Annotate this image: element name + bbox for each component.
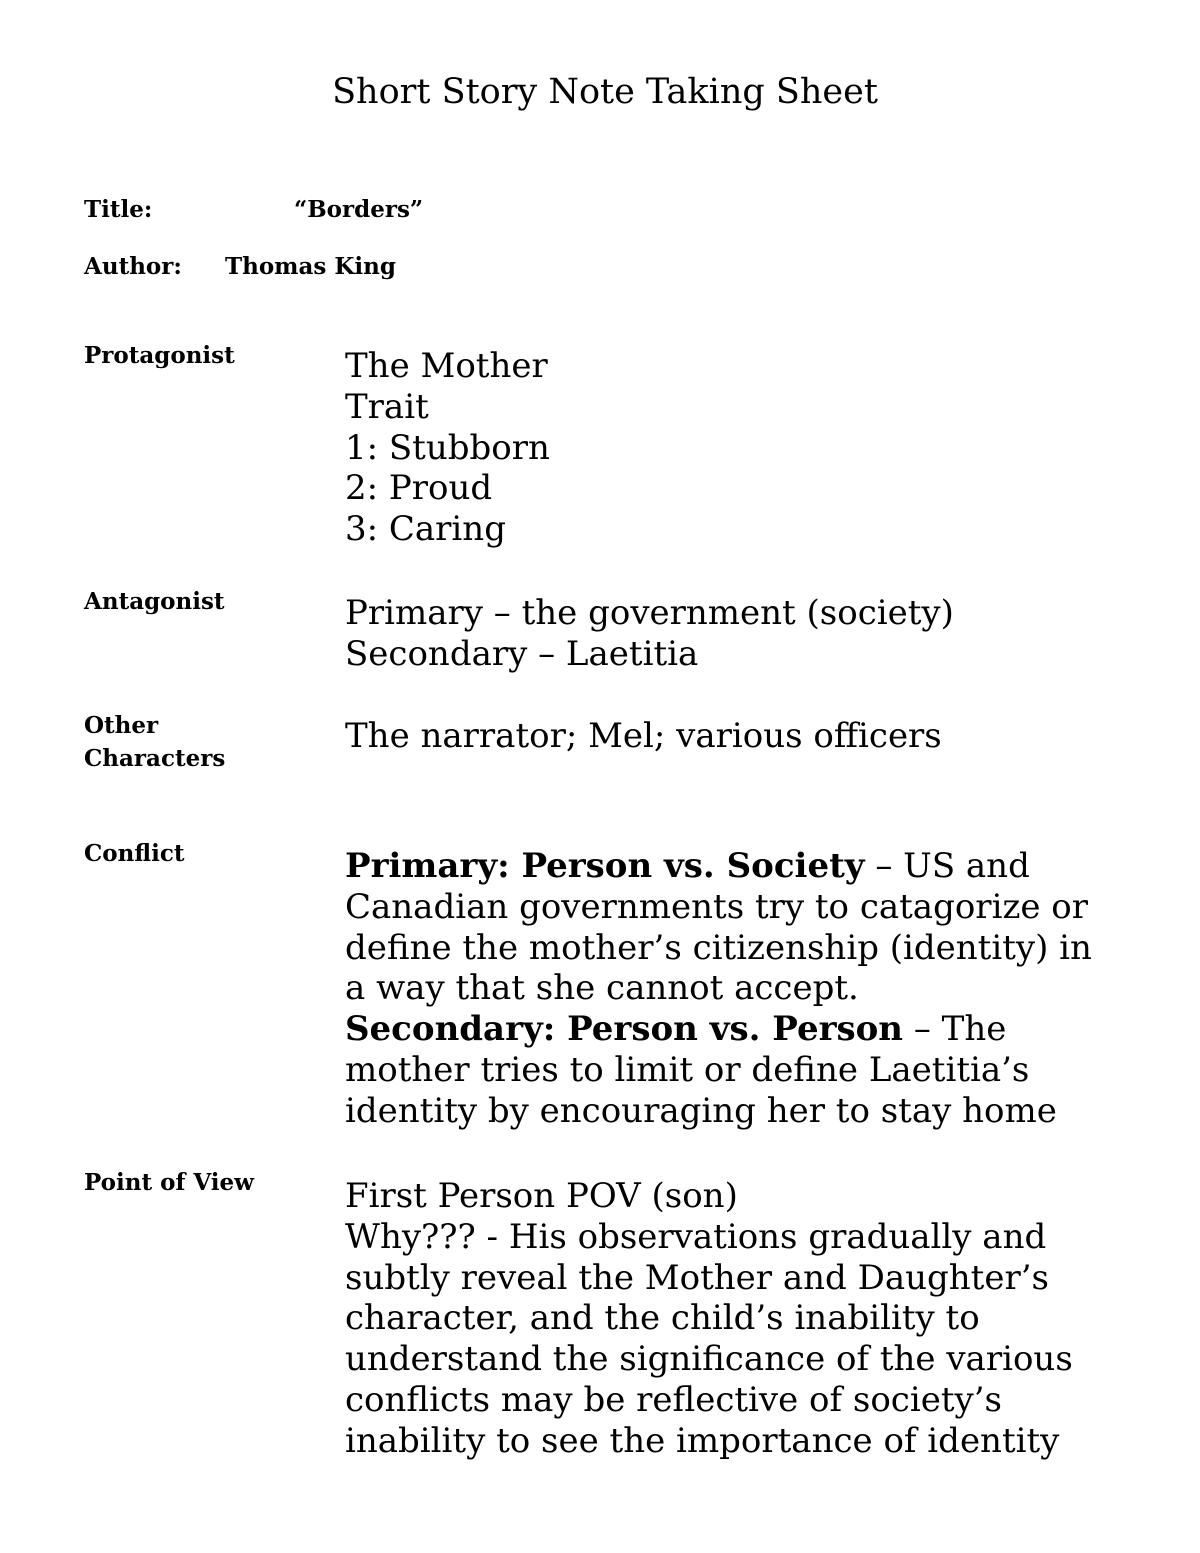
point-of-view-line: Why??? - His observations gradually and — [345, 1216, 1047, 1257]
antagonist-line: Primary – the government (society) — [345, 593, 954, 633]
conflict-primary-text: – US and — [864, 846, 1030, 886]
point-of-view-line: understand the significance of the various — [345, 1339, 1073, 1380]
other-characters-label-line: Characters — [84, 745, 226, 772]
antagonist-content — [345, 593, 1145, 675]
point-of-view-line: inability to see the importance of identity — [345, 1420, 1060, 1461]
story-title-value: “Borders” — [294, 196, 424, 223]
title-label: Title: — [84, 196, 153, 223]
point-of-view-label: Point of View — [84, 1169, 254, 1196]
point-of-view-content — [345, 1176, 1145, 1462]
point-of-view-line: subtly reveal the Mother and Daughter’s — [345, 1257, 1049, 1298]
protagonist-line: 1: Stubborn — [345, 427, 550, 468]
protagonist-line: 3: Caring — [345, 509, 506, 550]
other-characters-content — [345, 716, 1145, 757]
other-characters-label — [84, 709, 324, 775]
antagonist-label: Antagonist — [84, 588, 225, 615]
conflict-primary-heading: Primary: Person vs. Society — [345, 846, 865, 886]
protagonist-line: 2: Proud — [345, 468, 493, 509]
point-of-view-line: conflicts may be reflective of society’s — [345, 1379, 1002, 1420]
protagonist-line: Trait — [345, 386, 429, 427]
conflict-primary-line — [345, 846, 1145, 887]
author-value: Thomas King — [225, 253, 396, 280]
other-characters-label-line: Other — [84, 712, 159, 739]
protagonist-label: Protagonist — [84, 342, 235, 369]
conflict-content — [345, 846, 1145, 1132]
page-title: Short Story Note Taking Sheet — [332, 72, 878, 112]
author-label: Author: — [84, 253, 182, 280]
protagonist-content — [345, 346, 1145, 550]
other-characters-line: The narrator; Mel; various officers — [345, 716, 942, 756]
conflict-line: mother tries to limit or define Laetitia’s — [345, 1049, 1030, 1090]
conflict-secondary-text: – The — [903, 1009, 1007, 1050]
conflict-secondary-line — [345, 1009, 1145, 1050]
point-of-view-line: First Person POV (son) — [345, 1176, 738, 1216]
conflict-label: Conflict — [84, 840, 185, 867]
conflict-secondary-heading: Secondary: Person vs. Person — [345, 1009, 904, 1050]
protagonist-line: The Mother — [345, 346, 548, 386]
conflict-line: Canadian governments try to catagorize or — [345, 886, 1089, 927]
conflict-line: identity by encouraging her to stay home — [345, 1090, 1057, 1131]
point-of-view-line: character, and the child’s inability to — [345, 1298, 980, 1339]
conflict-line: define the mother’s citizenship (identity) in — [345, 927, 1092, 968]
conflict-line: a way that she cannot accept. — [345, 968, 859, 1009]
antagonist-line: Secondary – Laetitia — [345, 633, 699, 674]
